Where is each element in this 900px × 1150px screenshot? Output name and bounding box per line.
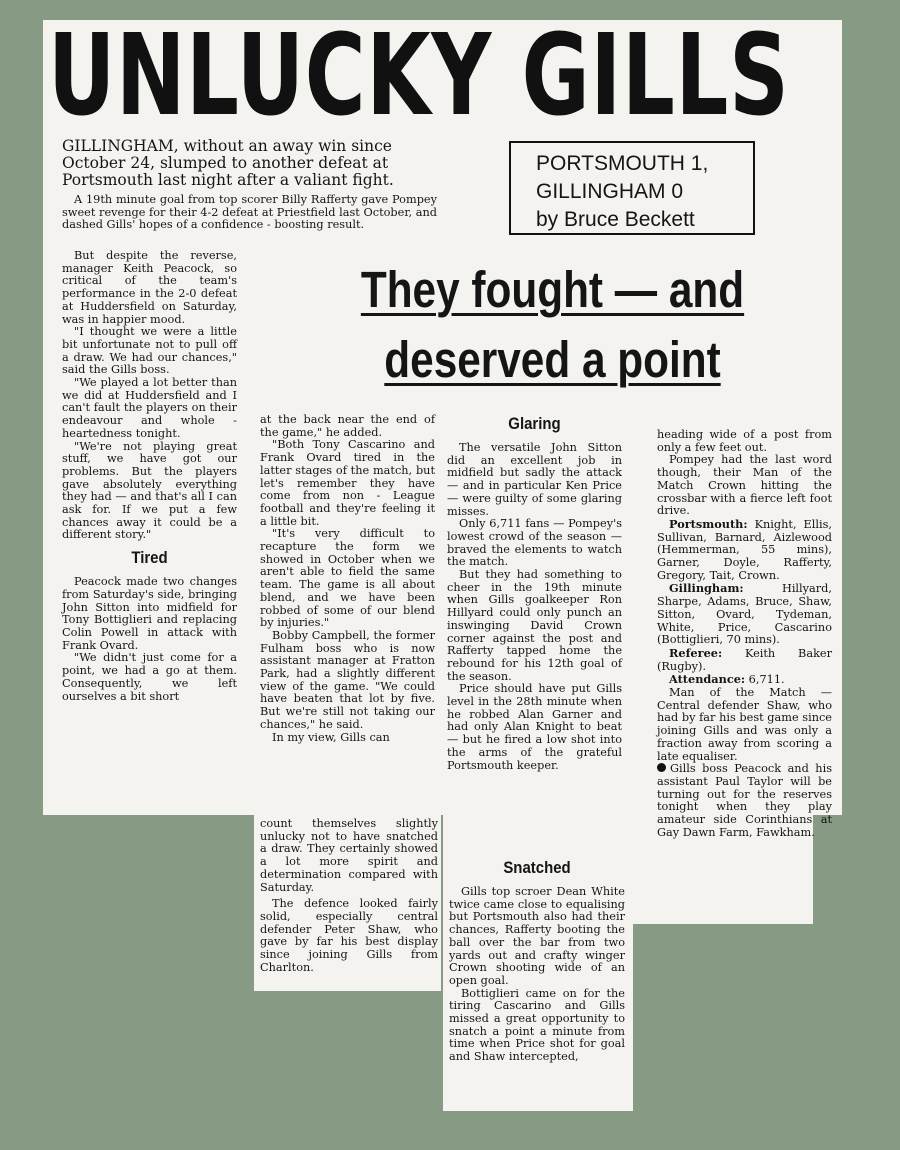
paragraph: Pompey had the last word though, their Man of the Match Crown hitting the crossbar with a fierce left foot drive. (657, 453, 832, 518)
referee-value: Keith Baker (Rugby). (657, 646, 832, 673)
team-gillingham (657, 582, 832, 647)
paragraph: But they had something to cheer in the 19th minute when Gills goalkeeper Ron Hillyard could only punch an inswinging David Crown corner against the post and Rafferty tapped home the rebound for his 12th goal of the season. (447, 568, 622, 683)
paragraph: "Both Tony Cascarino and Frank Ovard tired in the latter stages of the match, but let's remember they have come from non - League football and they're feeling it a little bit. (260, 438, 435, 528)
crosshead-tired: Tired (131, 548, 168, 568)
paragraph: count themselves slightly unlucky not to have snatched a draw. They certainly showed a lot more spirit and determination compared with Saturday. (260, 817, 438, 894)
paragraph: But despite the reverse, manager Keith Peacock, so critical of the team's performance in the 2-0 defeat at Huddersfield on Saturday, was in happier mood. (62, 249, 237, 326)
referee-label: Referee: (669, 645, 723, 660)
team-lineup: Hillyard, Sharpe, Adams, Bruce, Shaw, Sitton, Ovard, Tydeman, White, Price, Cascarino (Bottiglieri, 70 mins). (657, 582, 832, 647)
referee (657, 647, 832, 673)
column-3 (447, 414, 622, 772)
attendance-label: Attendance: (669, 672, 746, 687)
crosshead-snatched: Snatched (503, 858, 571, 877)
bullet-icon (657, 763, 666, 772)
team-label: Gillingham: (669, 581, 744, 596)
paragraph: "We played a lot better than we did at Huddersfield and I can't fault the players on their endeavour and whole - heartedness tonight. (62, 376, 237, 440)
column-2 (260, 414, 435, 744)
team-label: Portsmouth: (669, 516, 748, 531)
column-1 (62, 250, 237, 703)
paragraph: In my view, Gills can (272, 730, 390, 744)
paragraph: The versatile John Sitton did an excellent job in midfield but sadly the attack — and in particular Ken Price — were guilty of some glaring misses. (447, 441, 622, 518)
paragraph: Only 6,711 fans — Pompey's lowest crowd of the season — braved the elements to watch the match. (447, 517, 622, 569)
score-byline-box (509, 141, 755, 235)
man-of-the-match: Man of the Match — Central defender Shaw, who had by far his best game since joining Gills and was only a fraction away from scoring a late equaliser. (657, 686, 832, 763)
intro-paragraph: GILLINGHAM, without an away win since October 24, slumped to another defeat at Portsmouth last night after a valiant fight. (62, 137, 394, 189)
crosshead-glaring: Glaring (508, 414, 561, 433)
paragraph: Peacock made two changes from Saturday's side, bringing John Sitton into midfield for Tony Bottiglieri and replacing Colin Powell in attack with Frank Ovard. (62, 575, 237, 652)
paragraph: Bottiglieri came on for the tiring Cascarino and Gills missed a great opportunity to snatch a point a minute from time when Price shot for goal and Shaw intercepted, (449, 986, 625, 1064)
team-portsmouth (657, 518, 832, 583)
note-paragraph (657, 763, 832, 839)
paragraph: at the back near the end of the game," he added. (260, 413, 435, 439)
byline: by Bruce Beckett (536, 208, 695, 231)
lead-paragraph: A 19th minute goal from top scorer Billy Rafferty gave Pompey sweet revenge for their 4-2 defeat at Priestfield last October, and dashed Gills' hopes of a confidence - boosting result. (62, 193, 437, 231)
column-4 (657, 429, 832, 840)
paragraph: "We didn't just come for a point, we had a go at them. Consequently, we left ourselves a bit short (62, 651, 237, 703)
paragraph: Gills top scroer Dean White twice came close to equalising but Portsmouth also had their chances, Rafferty booting the ball over the bar from two yards out and crafty winger Crown shooting wide of an open goal. (449, 885, 625, 987)
subheadline: They fought — and deserved a point (360, 261, 745, 388)
note-text: Gills boss Peacock and his assistant Paul Taylor will be turning out for the reserves tonight when they play amateur side Corinthians at Gay Dawn Farm, Fawkham. (657, 762, 832, 839)
paragraph: Bobby Campbell, the former Fulham boss who is now assistant manager at Fratton Park, had a slightly different view of the game. "We could have beaten that lot by five. But we're still not taking our chances," he said. (260, 628, 435, 731)
team-lineup: Knight, Ellis, Sullivan, Barnard, Aizlewood (Hemmerman, 55 mins), Garner, Doyle, Rafferty, Gregory, Tait, Crown. (657, 517, 832, 582)
paragraph: The defence looked fairly solid, especially central defender Peter Shaw, who gave by far his best display since joining Gills from Charlton. (260, 897, 438, 974)
paragraph: heading wide of a post from only a few feet out. (657, 428, 832, 454)
attendance-value: 6,711. (748, 673, 785, 687)
paragraph: Price should have put Gills level in the 28th minute when he robbed Alan Garner and had only Alan Knight to beat — but he fired a low shot into the arms of the grateful Portsmouth keeper. (447, 682, 622, 772)
attendance (657, 673, 832, 687)
paragraph: "I thought we were a little bit unfortunate not to pull off a draw. We had our chances," said the Gills boss. (62, 325, 237, 377)
column-3-continued (449, 858, 625, 1064)
score-away: GILLINGHAM 0 (536, 180, 684, 203)
headline: UNLUCKY GILLS (48, 11, 790, 141)
score-home: PORTSMOUTH 1, (536, 152, 709, 175)
paragraph: "We're not playing great stuff, we have got our problems. But the players gave absolutely everything they had — and that's all I can ask for. If we put a few chances away it could be a different story." (62, 439, 237, 542)
column-2-continued (260, 818, 438, 974)
paragraph: "It's very difficult to recapture the form we showed in October when we aren't able to field the same team. The game is all about blend, and we have been robbed of some of our blend by injuries." (260, 527, 435, 630)
